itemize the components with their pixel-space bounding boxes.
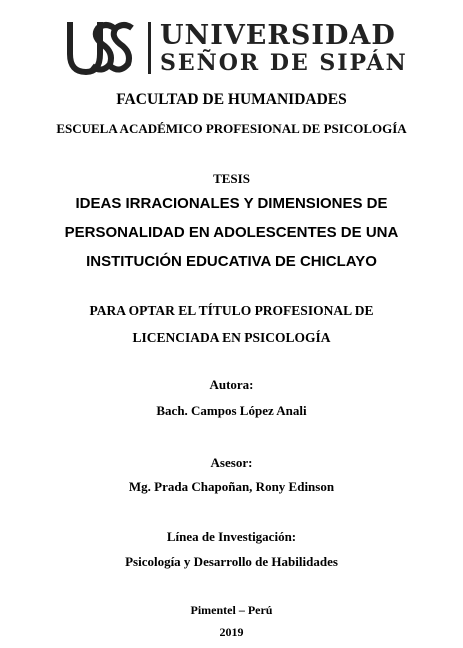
research-line-name: Psicología y Desarrollo de Habilidades bbox=[125, 554, 338, 569]
uss-monogram-icon bbox=[66, 18, 136, 78]
faculty-heading: FACULTAD DE HUMANIDADES bbox=[116, 91, 347, 108]
author-name: Bach. Campos López Anali bbox=[156, 403, 307, 418]
thesis-title-line-2: PERSONALIDAD EN ADOLESCENTES DE UNA bbox=[64, 224, 399, 241]
advisor-label: Asesor: bbox=[210, 455, 253, 470]
research-line-label: Línea de Investigación: bbox=[166, 529, 297, 544]
purpose-line-2: LICENCIADA EN PSICOLOGÍA bbox=[132, 330, 331, 345]
thesis-title-line-3: INSTITUCIÓN EDUCATIVA DE CHICLAYO bbox=[86, 253, 377, 270]
year-text: 2019 bbox=[219, 625, 244, 639]
logo-university-text: UNIVERSIDAD bbox=[160, 20, 396, 51]
school-heading: ESCUELA ACADÉMICO PROFESIONAL DE PSICOLOGÍA bbox=[56, 121, 407, 136]
logo-divider bbox=[148, 22, 151, 74]
author-label: Autora: bbox=[209, 377, 254, 392]
university-logo bbox=[66, 18, 408, 78]
logo-name-text: SEÑOR DE SIPÁN bbox=[160, 50, 408, 76]
thesis-label: TESIS bbox=[213, 171, 250, 186]
advisor-name: Mg. Prada Chapoñan, Rony Edinson bbox=[128, 479, 335, 494]
thesis-title-line-1: IDEAS IRRACIONALES Y DIMENSIONES DE bbox=[75, 195, 388, 212]
purpose-line-1: PARA OPTAR EL TÍTULO PROFESIONAL DE bbox=[89, 303, 374, 318]
place-text: Pimentel – Perú bbox=[190, 603, 273, 617]
